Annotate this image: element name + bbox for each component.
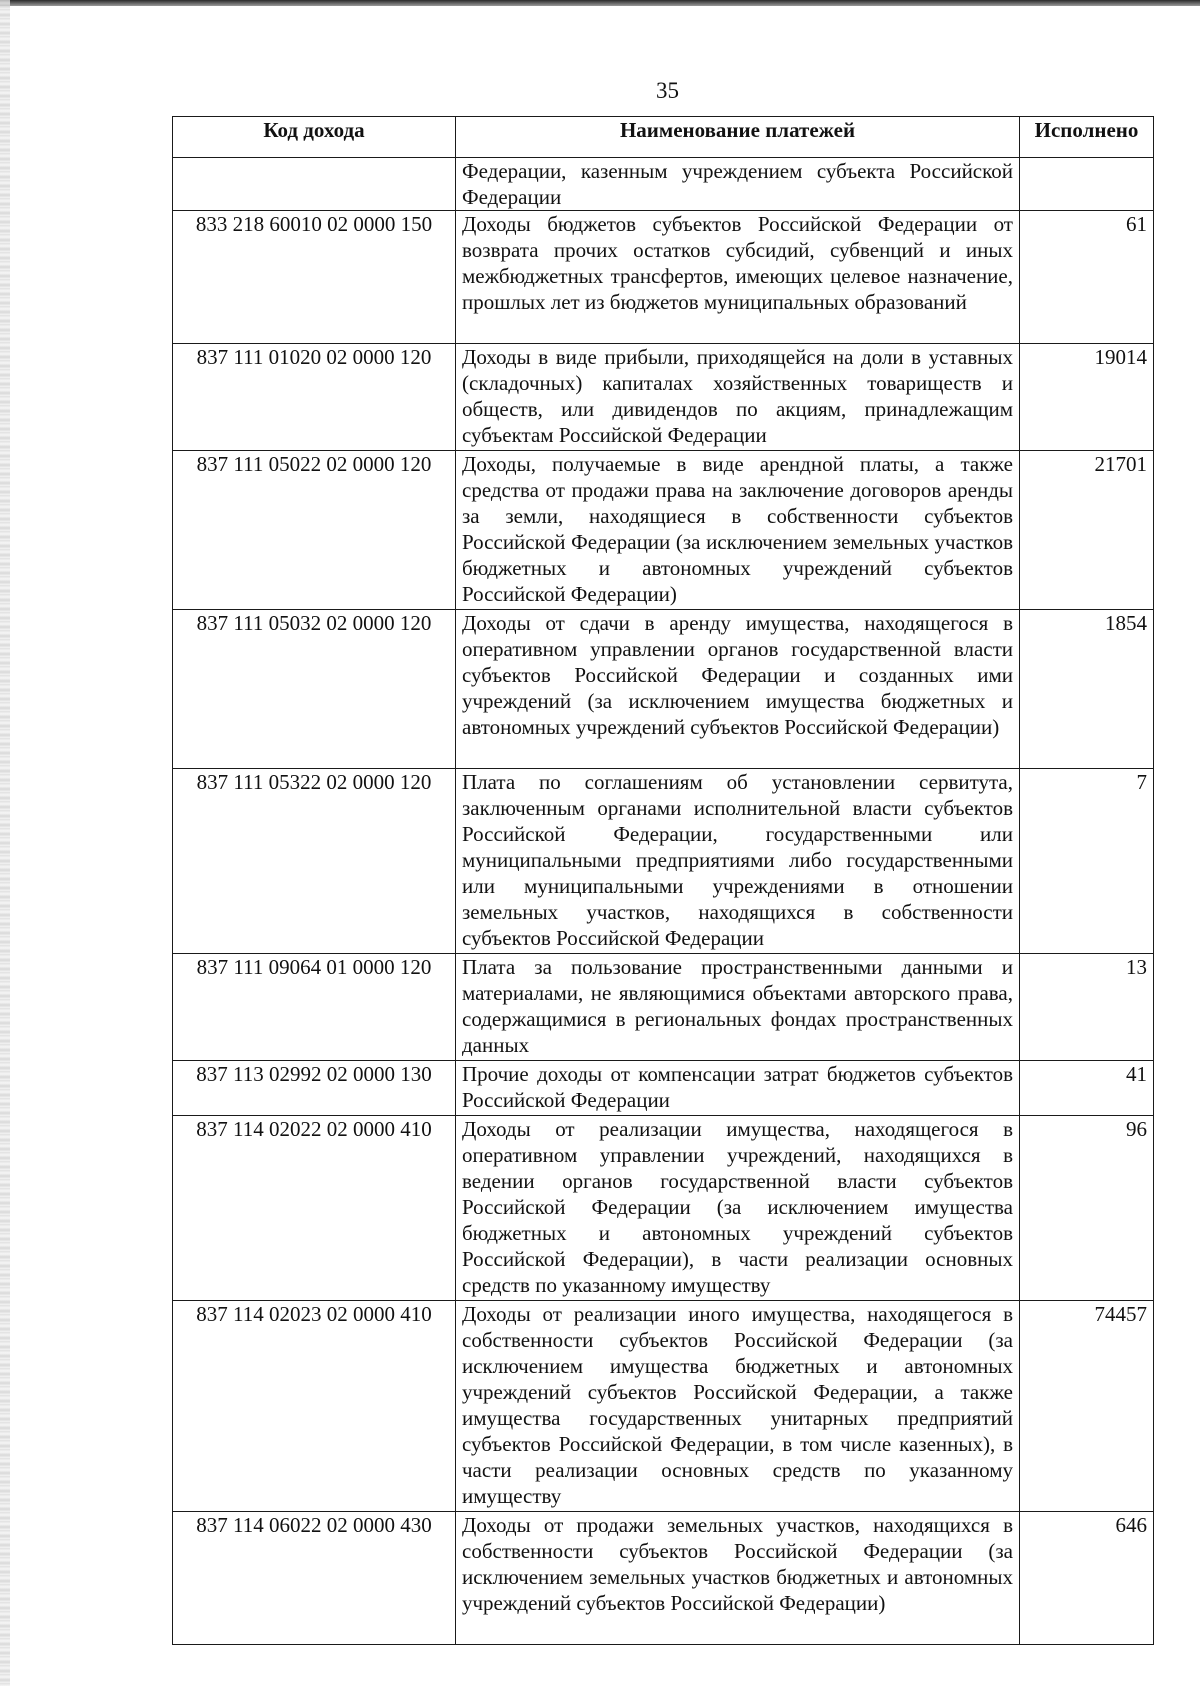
scan-left-edge [0,0,10,1686]
income-code: 837 114 02023 02 0000 410 [173,1301,456,1512]
revenue-table [172,116,1154,1645]
executed-amount [1020,158,1154,211]
payment-name: Плата по соглашениям об установлении сервитута, заключенным органами исполнительной власти субъектов Российской Федерации, государственными или муниципальными предприятиями либо государственными или муниципальными учреждениями в отношении земельных участков, находящихся в собственности субъектов Российской Федерации [456,769,1020,954]
payment-name: Доходы бюджетов субъектов Российской Федерации от возврата прочих остатков субсидий, субвенций и иных межбюджетных трансфертов, имеющих целевое назначение, прошлых лет из бюджетов муниципальных образований [456,211,1020,344]
income-code: 837 111 09064 01 0000 120 [173,954,456,1061]
income-code: 837 111 05022 02 0000 120 [173,451,456,610]
payment-name: Доходы от сдачи в аренду имущества, находящегося в оперативном управлении органов государственной власти субъектов Российской Федерации и созданных ими учреждений (за исключением имущества бюджетных и автономных учреждений субъектов Российской Федерации) [456,610,1020,769]
table-row [173,158,1154,211]
payment-name: Доходы от продажи земельных участков, находящихся в собственности субъектов Российской Федерации (за исключением земельных участков бюджетных и автономных учреждений субъектов Российской Федерации) [456,1512,1020,1645]
payment-name: Прочие доходы от компенсации затрат бюджетов субъектов Российской Федерации [456,1061,1020,1116]
table-row [173,451,1154,610]
executed-amount: 13 [1020,954,1154,1061]
executed-amount: 19014 [1020,344,1154,451]
table-row [173,610,1154,769]
executed-amount: 61 [1020,211,1154,344]
table-row [173,954,1154,1061]
payment-name: Доходы от реализации иного имущества, находящегося в собственности субъектов Российской Федерации (за исключением имущества бюджетных и автономных учреждений субъектов Российской Федерации, а также имущества государственных унитарных предприятий субъектов Российской Федерации, в том числе казенных), в части реализации основных средств по указанному имуществу [456,1301,1020,1512]
payment-name: Доходы в виде прибыли, приходящейся на доли в уставных (складочных) капиталах хозяйственных товариществ и обществ, или дивидендов по акциям, принадлежащим субъектам Российской Федерации [456,344,1020,451]
income-code: 837 114 06022 02 0000 430 [173,1512,456,1645]
income-code: 837 111 05032 02 0000 120 [173,610,456,769]
header-code: Код дохода [173,117,456,158]
payment-name: Плата за пользование пространственными данными и материалами, не являющимися объектами авторского права, содержащимися в региональных фондах пространственных данных [456,954,1020,1061]
payment-name: Федерации, казенным учреждением субъекта Российской Федерации [456,158,1020,211]
header-name: Наименование платежей [456,117,1020,158]
executed-amount: 96 [1020,1116,1154,1301]
income-code: 837 111 05322 02 0000 120 [173,769,456,954]
page-number: 35 [656,78,679,103]
income-code [173,158,456,211]
table-row [173,1301,1154,1512]
table-row [173,1061,1154,1116]
table-row [173,769,1154,954]
executed-amount: 7 [1020,769,1154,954]
executed-amount: 41 [1020,1061,1154,1116]
table-row [173,344,1154,451]
income-code: 837 114 02022 02 0000 410 [173,1116,456,1301]
table-row [173,1116,1154,1301]
income-code: 833 218 60010 02 0000 150 [173,211,456,344]
executed-amount: 1854 [1020,610,1154,769]
executed-amount: 646 [1020,1512,1154,1645]
income-code: 837 111 01020 02 0000 120 [173,344,456,451]
payment-name: Доходы от реализации имущества, находящегося в оперативном управлении учреждений, находящихся в ведении органов государственной власти субъектов Российской Федерации (за исключением имущества бюджетных и автономных учреждений субъектов Российской Федерации), в части реализации основных средств по указанному имуществу [456,1116,1020,1301]
income-code: 837 113 02992 02 0000 130 [173,1061,456,1116]
table-header-row [173,117,1154,158]
table-row [173,1512,1154,1645]
scan-top-edge [0,0,1200,6]
payment-name: Доходы, получаемые в виде арендной платы, а также средства от продажи права на заключение договоров аренды за земли, находящиеся в собственности субъектов Российской Федерации (за исключением земельных участков бюджетных и автономных учреждений субъектов Российской Федерации) [456,451,1020,610]
executed-amount: 21701 [1020,451,1154,610]
header-executed: Исполнено [1020,117,1154,158]
table-row [173,211,1154,344]
executed-amount: 74457 [1020,1301,1154,1512]
